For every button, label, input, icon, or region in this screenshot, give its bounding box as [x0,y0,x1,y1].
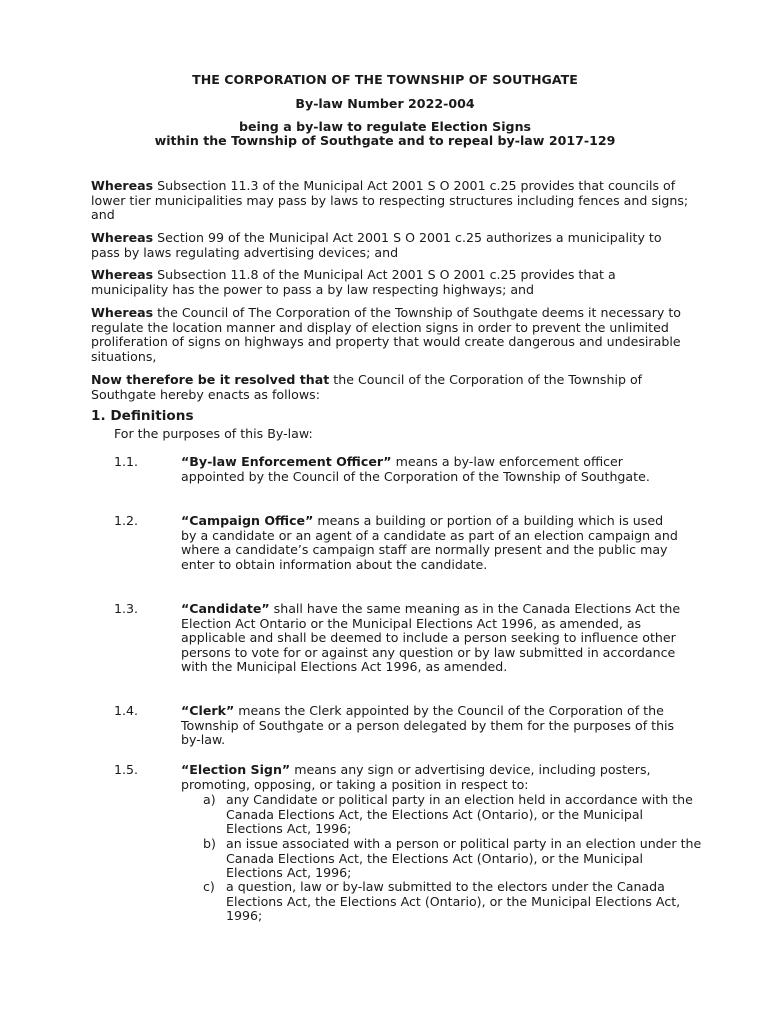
definition-text: means a building or portion of a building which is used by a candidate or an agent of a candidate as part of an election campaign and where a candidate’s campaign staff are normally present and the public may enter to obtain information about the candidate. [181,513,678,572]
whereas-lead: Whereas [91,178,154,193]
definition-body [181,514,681,572]
definition-term: “Candidate” [181,601,270,616]
document-title: THE CORPORATION OF THE TOWNSHIP OF SOUTHGATE [192,72,578,87]
whereas-text: Section 99 of the Municipal Act 2001 S O 2001 c.25 authorizes a municipality to pass by laws regulating advertising devices; and [91,230,662,260]
section-heading: 1. Definitions [91,408,194,424]
definition-term: “Campaign Office” [181,513,314,528]
whereas-lead: Whereas [91,230,154,245]
whereas-text: Subsection 11.8 of the Municipal Act 2001 S O 2001 c.25 provides that a municipality has the power to pass a by law respecting highways; and [91,267,616,297]
definition-term: “Election Sign” [181,762,291,777]
definition-number: 1.4. [114,703,139,718]
sub-item-text: any Candidate or political party in an election held in accordance with the Canada Elections Act, the Elections Act (Ontario), or the Municipal Elections Act, 1996; [226,792,693,837]
bylaw-number: By-law Number 2022-004 [295,96,475,111]
whereas-text: the Council of The Corporation of the Township of Southgate deems it necessary to regulate the location manner and display of election signs in order to prevent the unlimited proliferation of signs on highways and property that would create dangerous and undesirable situations, [91,305,681,364]
bylaw-subtitle-line-1: being a by-law to regulate Election Signs [238,119,532,134]
definition-body [181,455,681,484]
definition-number: 1.3. [114,601,139,616]
definition-term: “Clerk” [181,703,235,718]
whereas-lead: Whereas [91,305,154,320]
sub-item-letter: c) [203,879,215,894]
resolution-text: the Council of the Corporation of the Township of Southgate hereby enacts as follows: [91,372,643,402]
definition-text: means the Clerk appointed by the Council of the Corporation of the Township of Southgate or a person delegated by them for the purposes of this by-law. [181,703,675,748]
definition-body [181,704,681,748]
whereas-text: Subsection 11.3 of the Municipal Act 2001 S O 2001 c.25 provides that councils of lower tier municipalities may pass by laws to respecting structures including fences and signs; and [91,178,689,223]
definition-term: “By-law Enforcement Officer” [181,454,392,469]
resolution-clause [91,373,691,402]
definition-text: means a by-law enforcement officer appointed by the Council of the Corporation of the Township of Southgate. [181,454,650,484]
definition-number: 1.2. [114,513,139,528]
whereas-clause [91,179,691,223]
whereas-clause [91,306,691,364]
sub-item-text: an issue associated with a person or political party in an election under the Canada Elections Act, the Elections Act (Ontario), or the Municipal Elections Act, 1996; [226,836,702,881]
bylaw-subtitle-line-2: within the Township of Southgate and to repeal by-law 2017-129 [154,133,616,148]
definition-number: 1.5. [114,762,139,777]
sub-item-letter: a) [203,792,216,807]
whereas-lead: Whereas [91,267,154,282]
section-intro: For the purposes of this By-law: [114,426,313,441]
definition-body [181,602,681,675]
sub-list-item [203,793,703,837]
sub-item-text: a question, law or by-law submitted to the electors under the Canada Elections Act, the Elections Act (Ontario), or the Municipal Elections Act, 1996; [226,879,681,924]
resolution-lead: Now therefore be it resolved that [91,372,330,387]
definition-body [181,763,681,792]
sub-item-letter: b) [203,836,216,851]
sub-list-item [203,837,703,881]
sub-list-item [203,880,703,924]
definition-text: means any sign or advertising device, including posters, promoting, opposing, or taking a position in respect to: [181,762,651,792]
definition-text: shall have the same meaning as in the Canada Elections Act the Election Act Ontario or the Municipal Elections Act 1996, as amended, as applicable and shall be deemed to include a person seeking to influence other persons to vote for or against any question or by law submitted in accordance with the Municipal Elections Act 1996, as amended. [181,601,681,675]
definition-number: 1.1. [114,454,139,469]
whereas-clause [91,268,691,297]
whereas-clause [91,231,691,260]
